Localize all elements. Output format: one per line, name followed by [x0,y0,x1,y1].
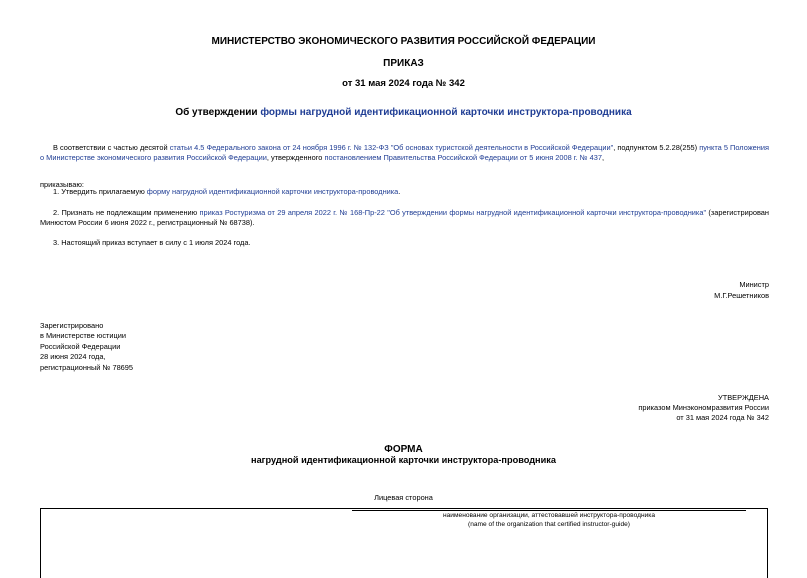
registration-block: Зарегистрировано в Министерстве юстиции Российской Федерации 28 июня 2024 года, регистрационный № 78695 [40,321,134,372]
regulation-link[interactable]: пункта 5 Положения о Министерстве экономического развития Российской Федерации [40,143,769,163]
order-date-number: от 31 мая 2024 года № 342 [342,78,465,89]
form-title: ФОРМА [384,444,423,455]
approved-block: УТВЕРЖДЕНА приказом Минэкономразвития России от 31 мая 2024 года № 342 [638,393,769,423]
signer-position: Министр [739,280,769,289]
order-subject [0,107,807,118]
subject-form-link[interactable]: формы нагрудной идентификационной карточки инструктора-проводника [260,107,632,118]
law-article-link[interactable]: статьи 4.5 Федерального закона от 24 ноября 1996 г. № 132-ФЗ "Об основах туристской деятельности в Российской Федерации" [169,143,614,152]
order-word: приказываю: [40,180,84,189]
ministry-name: МИНИСТЕРСТВО ЭКОНОМИЧЕСКОГО РАЗВИТИЯ РОССИЙСКОЙ ФЕДЕРАЦИИ [211,36,596,47]
document-type: ПРИКАЗ [383,58,424,69]
signer-name: М.Г.Решетников [714,291,769,300]
signer-block [714,279,769,301]
form-subtitle: нагрудной идентификационной карточки инструктора-проводника [251,455,556,465]
item-1: 1. Утвердить прилагаемую форму нагрудной идентификационной карточки инструктора-проводника. [53,187,401,196]
subject-prefix: Об утверждении [175,107,261,118]
face-side-label: Лицевая сторона [374,493,433,502]
item-2: 2. Признать не подлежащим применению приказ Ростуризма от 29 апреля 2022 г. № 168-Пр-22 "Об утверждении формы нагрудной идентификационной карточки инструктора-проводника" (зарегистрирован Минюстом России 6 июня 2022 г., регистрационный № 68738). [40,208,769,228]
item-3: 3. Настоящий приказ вступает в силу с 1 июля 2024 года. [53,238,251,247]
org-name-label: наименование организации, аттестовавшей инструктора-проводника (name of the organization that certified instructor-guide) [443,512,655,528]
approved-form-link[interactable]: форму нагрудной идентификационной карточки инструктора-проводника [146,187,399,196]
rosturizm-order-link[interactable]: приказ Ростуризма от 29 апреля 2022 г. № 168-Пр-22 "Об утверждении формы нагрудной идентификационной карточки инструктора-проводника" [199,208,707,217]
government-decree-link[interactable]: постановлением Правительства Российской Федерации от 5 июня 2008 г. № 437 [324,153,602,163]
preamble-paragraph: В соответствии с частью десятой статьи 4.5 Федерального закона от 24 ноября 1996 г. № 132-ФЗ "Об основах туристской деятельности в Российской Федерации", подпунктом 5.2.28(255) пункта 5 Положения о Министерстве экономического развития Российской Федерации, утвержденного постановлением Правительства Российской Федерации от 5 июня 2008 г. № 437, [40,143,769,163]
